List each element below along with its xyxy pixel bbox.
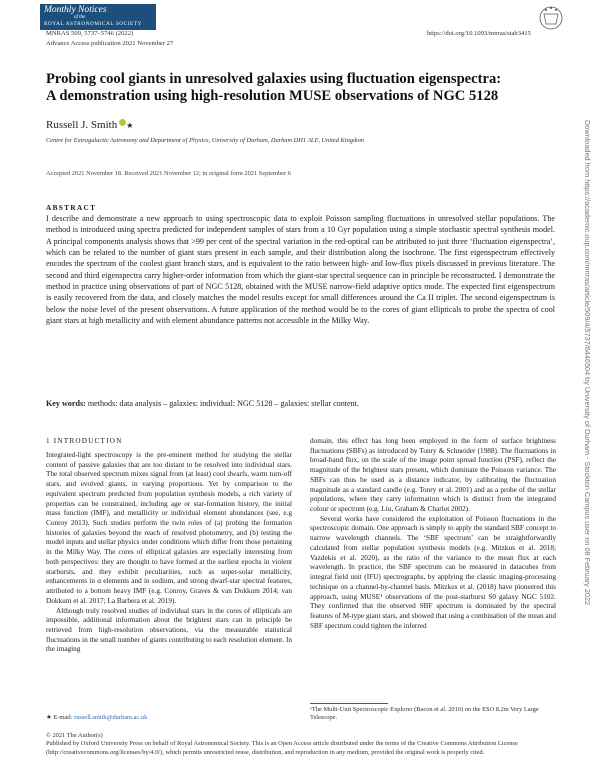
logo-line2: of the — [74, 15, 86, 20]
download-note: Downloaded from https://academic.oup.com/mnras/article/509/4/5737/6446504 by University of Durham - Stockton Campus user on 08 February 2022 — [583, 120, 592, 606]
email-line — [46, 713, 147, 721]
journal-logo — [40, 4, 156, 30]
author-name: Russell J. Smith — [46, 119, 118, 131]
paragraph: Although truly resolved studies of individual stars in the cores of ellipticals are impossible, additional information about the brightest stars can in principle be retrieved from high-resolution observations, via the measurable statistical fluctuations in the small number of giants contributing to each resolution element. In the imaging — [46, 606, 292, 654]
citation: MNRAS 509, 5737–5746 (2022) — [46, 30, 134, 37]
advance-access: Advance Access publication 2021 November 27 — [46, 40, 174, 47]
left-column — [46, 451, 292, 655]
abstract-text: I describe and demonstrate a new approach to using spectroscopic data to exploit Poisson sampling fluctuations in unresolved stellar populations. The method is introduced using spectra predicted for independent samples of stars from a 10 Gyr population using a simple stochastic spectral synthesis model. A principal components analysis shows that >99 per cent of the spectral variation in the red-optical can be attributed to just three ‘fluctuation eigenspectra’, which can be related to the number of giant stars present in each sample, and their distribution along the isochrone. The first eigenspectrum effectively encodes the spectrum of the coolest giant branch stars, and is equivalent to the ratio between high- and low-flux pixels discussed in previous literature. The second and third eigenspectra carry higher-order information from which the giant-star spectral sequence can in principle be reconstructed. I demonstrate the method in practice using observations of part of NGC 5128, obtained with the MUSE narrow-field adaptive optics mode. The expected first eigenspectrum is easily recovered from the data, and closely matches the model results except for small differences around the Ca II triplet. The second eigenspectrum is below the noise level of the present observations. A future application of the method would be to the cores of giant ellipticals to probe the spectra of cool giant stars at high metallicity and with element abundance patterns not accessible in the Milky Way. — [46, 214, 555, 326]
title-line2: A demonstration using high-resolution MUSE observations of NGC 5128 — [46, 88, 499, 104]
article-title — [46, 71, 556, 105]
copyright: © 2021 The Author(s) — [46, 732, 103, 739]
society-crest-icon — [536, 4, 566, 32]
keywords — [46, 399, 555, 408]
license-text: Published by Oxford University Press on behalf of Royal Astronomical Society. This is an Open Access article distributed under the terms of the Creative Commons Attribution License (http://creativecommons.org/licenses/by/4.0/), which permits unrestricted reuse, distribution, and reproduction in any medium, provided the original work is properly cited. — [46, 740, 518, 756]
email-label: ★ E-mail: — [46, 714, 73, 721]
title-line1: Probing cool giants in unresolved galaxies using fluctuation eigenspectra: — [46, 71, 502, 87]
footnote: ¹The Multi-Unit Spectroscopic Explorer (Bacon et al. 2010) on the ESO 8.2m Very Large Telescope. — [310, 706, 539, 722]
affiliation: Centre for Extragalactic Astronomy and Department of Physics, University of Durham, Durham DH1 3LE, United Kingdom — [46, 137, 364, 144]
author-mark: ★ — [126, 121, 134, 130]
right-column — [310, 437, 556, 631]
keywords-text: methods: data analysis – galaxies: individual: NGC 5128 – galaxies: stellar content. — [87, 399, 359, 408]
paragraph: Several works have considered the exploitation of Poisson fluctuations in the spectroscopic domain. One approach is simply to apply the standard SBF concept to narrow wavelength channels. The ‘SBF spectrum’ can be straightforwardly calculated from stellar population synthesis models (e.g. Mitzkus et al. 2018; Vazdekis et al. 2020), as the ratio of the variance to the mean flux at each wavelength. In practice, the SBF spectrum can be measured in datacubes from integral field unit (IFU) spectrographs, by applying the classic imaging-processing technique on a channel-by-channel basis. Mitzkus et al. (2018) have pioneered this approach, using MUSE¹ observations of the post-starburst S0 galaxy NGC 5102. They confirmed that the observed SBF spectrum is dominated by the spectral features of M-type giant stars, and showed that using a combination of the mean and SBF spectrum could tighten the inferred — [310, 514, 556, 630]
logo-line3: ROYAL ASTRONOMICAL SOCIETY — [44, 21, 142, 27]
download-watermark — [580, 120, 594, 660]
email-link[interactable]: russell.smith@durham.ac.uk — [74, 714, 148, 721]
section-heading: 1 INTRODUCTION — [46, 437, 123, 445]
footnote-rule — [310, 703, 388, 704]
paragraph: domain, this effect has long been employed in the form of surface brightness fluctuations (SBFs) as introduced by Tonry & Schneider (1988). The fluctuations in broad-band flux, on the scale of the image point spread function (PSF), reflect the magnitude of the brightest stars present, which dominate the Poisson variance. The SBFs can thus be used as a distance indicator, by calibrating the fluctuation magnitude as a standard candle (e.g. Tonry et al. 2001) and as a probe of the stellar populations, where they carry information which is distinct from the integrated colour or spectrum (e.g. Liu, Graham & Charlot 2002). — [310, 437, 556, 514]
dates: Accepted 2021 November 18. Received 2021 November 12; in original form 2021 September 6 — [46, 170, 291, 177]
doi-link[interactable]: https://doi.org/10.1093/mnras/stab3415 — [427, 30, 531, 37]
logo-line1: Monthly Notices — [44, 5, 107, 15]
keywords-label: Key words: — [46, 399, 86, 408]
author — [46, 119, 133, 131]
abstract-heading: ABSTRACT — [46, 204, 97, 212]
paragraph: Integrated-light spectroscopy is the pre-eminent method for studying the stellar content of passive galaxies that are too distant to be resolved into individual stars. The total observed spectrum mixes signal from (at least) cool dwarfs, warm turn-off stars, and evolved giants, in varying proportions. Yet by comparison to the equivalent spectrum predicted from population synthesis models, a rich variety of properties can be constrained, including age or star-formation history, the initial mass function (IMF), and metallicity or individual element abundances (see, e.g Conroy 2013). Such studies perform the twin roles of (a) probing the formation histories of galaxies beyond the reach of resolved photometry, and (b) testing the model inputs and stellar physics under conditions which differ from those pertaining in the Milky Way. The cores of elliptical galaxies are especially interesting from both perspectives: they are thought to have formed at the earliest epochs in violent starbursts, and they exhibit peculiarities, such as super-solar metallicity, enhancements in α elements and in sodium, and strong dwarf-star spectral features, attributed to a bottom heavy IMF (e.g. Conroy, Graves & van Dokkum 2014; van Dokkum et al. 2017; La Barbera et al. 2019). — [46, 451, 292, 605]
copyright-block — [46, 732, 556, 757]
